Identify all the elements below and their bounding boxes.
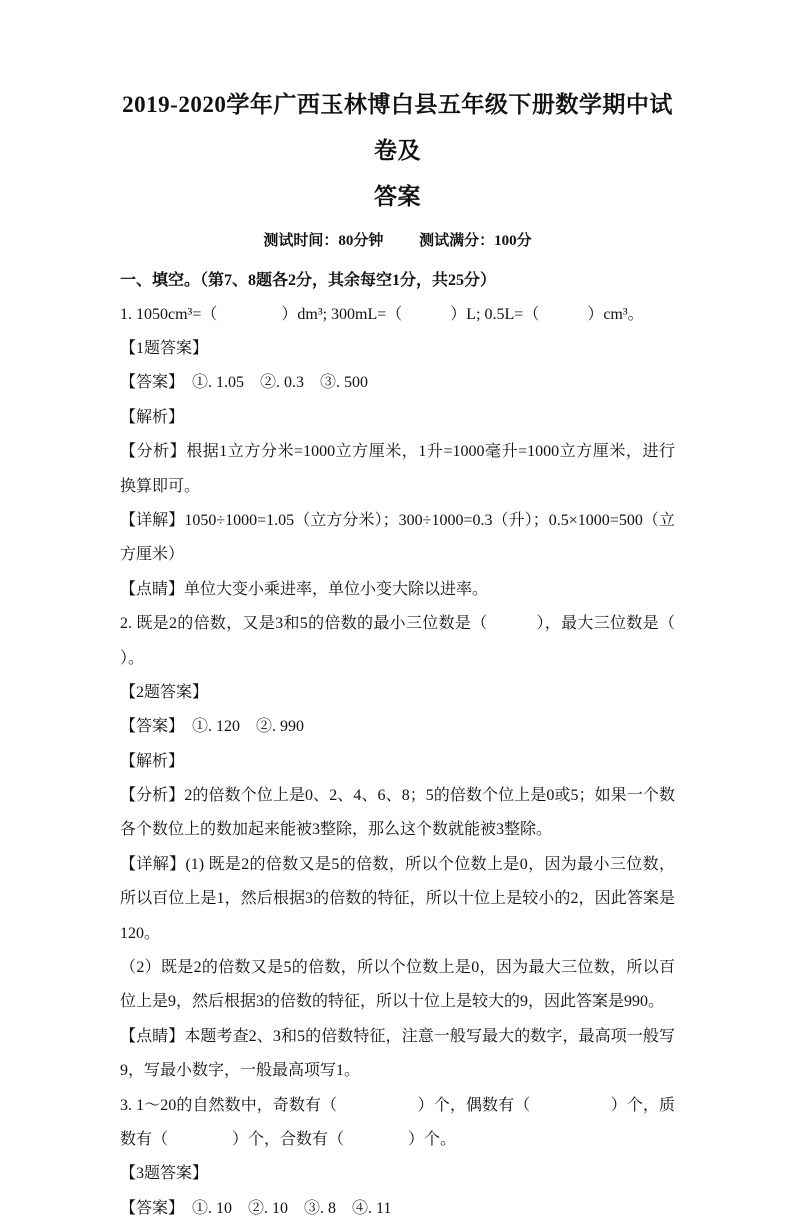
question-1-answer: 【答案】 ①. 1.05 ②. 0.3 ③. 500 [120,374,369,392]
question-1-tip: 【点睛】单位大变小乘进率，单位小变大除以进率。 [120,580,489,598]
question-3-text: 3. 1～20的自然数中，奇数有（ ）个，偶数有（ ）个，质数有（ ）个，合数有（ ）个。 [120,1096,675,1148]
question-1-answer-header: 【1题答案】 [120,339,209,357]
question-1-text: 1. 1050cm³=（ ）dm³; 300mL=（ ）L; 0.5L=（ ）cm³。 [120,305,644,323]
test-time: 测试时间：80分钟 [263,233,384,249]
question-1-analysis: 【分析】根据1立方分米=1000立方厘米，1升=1000毫升=1000立方厘米，进行换算即可。 [120,443,675,495]
question-3-answer-header: 【3题答案】 [120,1165,209,1183]
section-1-heading: 一、填空。（第7、8题各2分，其余每空1分，共25分） [120,272,497,289]
question-2-analysis-header: 【解析】 [120,752,185,770]
question-2-text: 2. 既是2的倍数，又是3和5的倍数的最小三位数是（ ），最大三位数是（ ）。 [120,615,724,667]
title-line-1: 2019-2020学年广西玉林博白县五年级下册数学期中试卷及 [122,92,673,163]
test-meta [120,226,675,256]
question-1-detail: 【详解】1050÷1000=1.05（立方分米）；300÷1000=0.3（升）；0.5×1000=500（立方厘米） [120,511,675,564]
question-2-tip: 【点睛】本题考查2、3和5的倍数特征，注意一般写最大的数字，最高项一般写9，写最小数字，一般最高项写1。 [120,1027,675,1080]
question-3-answer: 【答案】 ①. 10 ②. 10 ③. 8 ④. 11 [120,1199,392,1217]
question-2-detail-1: 【详解】(1) 既是2的倍数又是5的倍数，所以个位数上是0，因为最小三位数，所以百位上是1，然后根据3的倍数的特征，所以十位上是较小的2，因此答案是120。 [120,855,675,942]
question-2-analysis: 【分析】2的倍数个位上是0、2、4、6、8；5的倍数个位上是0或5；如果一个数各个数位上的数加起来能被3整除，那么这个数就能被3整除。 [120,787,675,839]
test-score: 测试满分：100分 [419,233,532,249]
title-line-2: 答案 [374,184,421,209]
question-2-detail-2: （2）既是2的倍数又是5的倍数，所以个位数上是0，因为最大三位数，所以百位上是9，然后根据3的倍数的特征，所以十位上是较大的9，因此答案是990。 [120,959,675,1011]
document-title [120,82,675,220]
question-2-answer-header: 【2题答案】 [120,683,209,701]
question-1-analysis-header: 【解析】 [120,408,185,426]
question-2-answer: 【答案】 ①. 120 ②. 990 [120,718,305,736]
